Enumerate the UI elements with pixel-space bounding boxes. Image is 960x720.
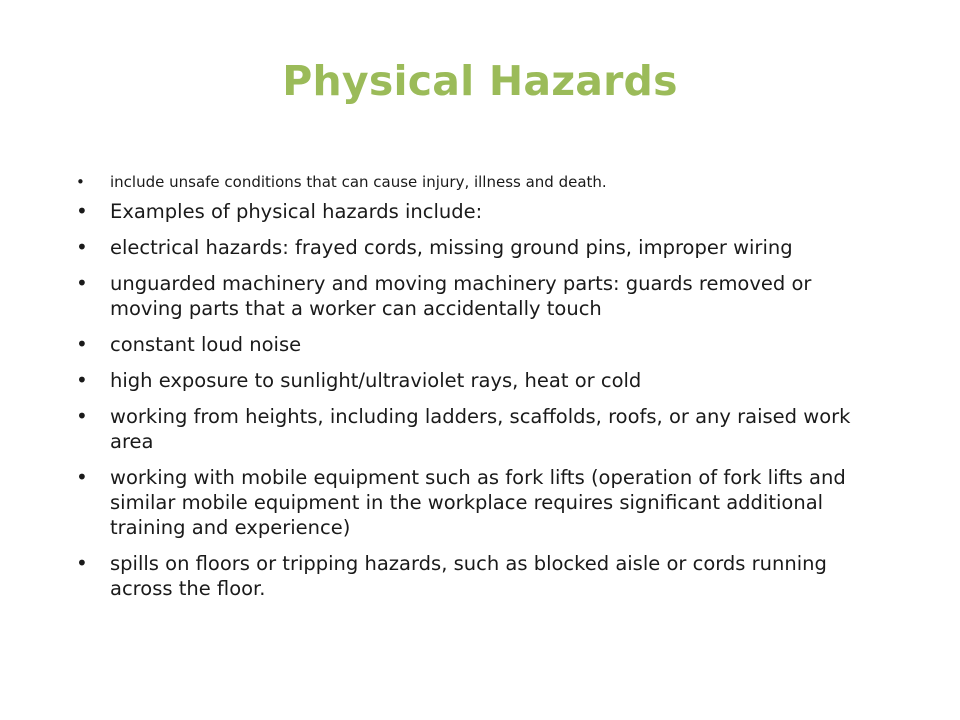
bullet-text: Examples of physical hazards include: [110,200,483,223]
bullet-icon: • [76,271,88,295]
bullet-text: working with mobile equipment such as fork lifts (operation of fork lifts and similar mobile equipment in the workplace requires significant additional training and experience) [110,466,846,539]
bullet-icon: • [76,332,88,356]
bullet-icon: • [76,368,88,392]
bullet-text: high exposure to sunlight/ultraviolet rays, heat or cold [110,369,642,392]
bullet-icon: • [76,404,88,428]
bullet-item [76,465,888,540]
bullet-icon: • [76,465,88,489]
bullet-item [76,404,888,454]
bullet-icon: • [76,235,88,259]
bullet-icon: • [76,199,88,223]
bullet-item [76,332,888,357]
bullet-item [76,235,888,260]
bullet-text: electrical hazards: frayed cords, missing ground pins, improper wiring [110,236,793,259]
bullet-icon: • [76,551,88,575]
bullet-list [76,172,888,612]
bullet-item [76,172,888,192]
bullet-text: constant loud noise [110,333,302,356]
bullet-item [76,368,888,393]
bullet-item [76,271,888,321]
bullet-text: unguarded machinery and moving machinery parts: guards removed or moving parts that a worker can accidentally touch [110,272,812,320]
bullet-item [76,551,888,601]
slide-title: Physical Hazards [282,57,678,105]
bullet-item [76,199,888,224]
bullet-text: include unsafe conditions that can cause injury, illness and death. [110,173,607,191]
bullet-text: working from heights, including ladders, scaffolds, roofs, or any raised work area [110,405,851,453]
bullet-text: spills on floors or tripping hazards, such as blocked aisle or cords running across the floor. [110,552,827,600]
bullet-icon: • [76,173,85,191]
